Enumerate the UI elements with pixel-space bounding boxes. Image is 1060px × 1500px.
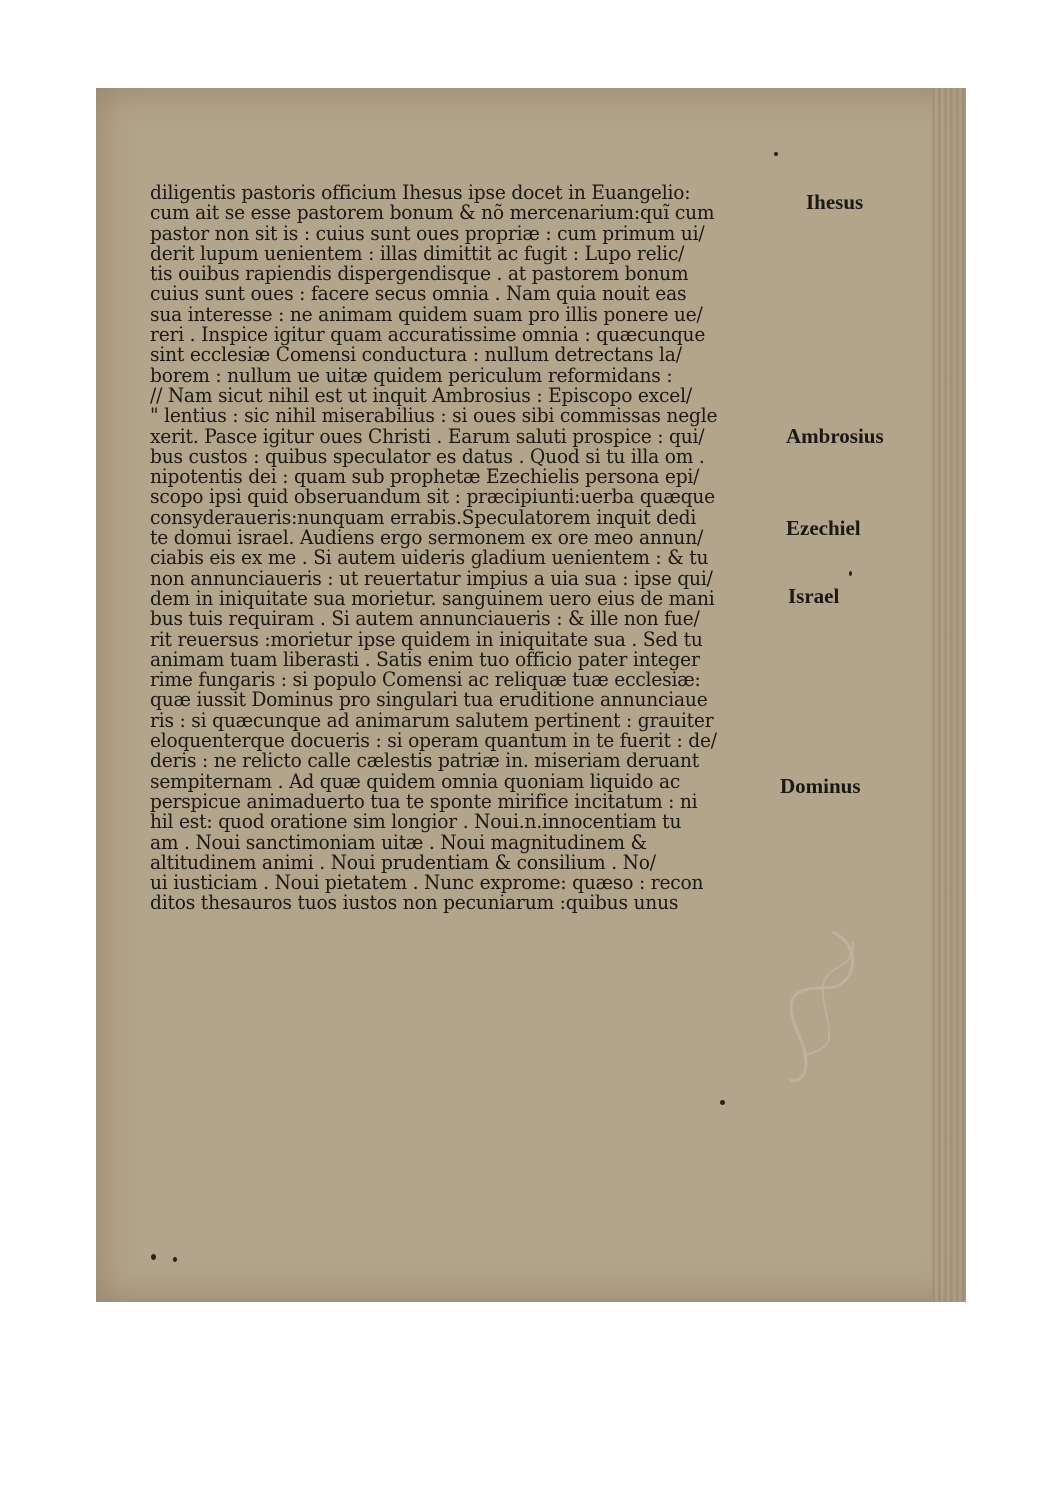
text-line: perspicue animaduerto tua te sponte mirifice incitatum : ni (150, 789, 698, 813)
text-line: " lentius : sic nihil miserabilius : si oues sibi commissas negle (150, 404, 718, 428)
margin-note-israel: Israel (788, 584, 840, 608)
text-line: hil est: quod oratione sim longior . Noui.n.innocentiam tu (150, 810, 682, 834)
text-line: borem : nullum ue uitæ quidem periculum reformidans : (150, 363, 673, 387)
text-line: diligentis pastoris officium Ihesus ipse docet in Euangelio: (150, 181, 691, 204)
text-line: quæ iussit Dominus pro singulari tua eruditione annunciaue (150, 688, 708, 712)
text-line: ris : si quæcunque ad animarum salutem pertinent : grauiter (150, 708, 714, 732)
text-line: animam tuam liberasti . Satis enim tuo officio pater integer (150, 647, 700, 671)
text-line: sempiternam . Ad quæ quidem omnia quoniam liquido ac (150, 769, 681, 793)
text-line: tis ouibus rapiendis dispergendisque . at pastorem bonum (150, 262, 689, 286)
text-line: rit reuersus :morietur ipse quidem in iniquitate sua . Sed tu (150, 627, 703, 651)
text-line: ditos thesauros tuos iustos non pecuniarum :quibus unus (150, 891, 679, 915)
text-line: derit lupum uenientem : illas dimittit ac fugit : Lupo relic/ (150, 241, 685, 265)
text-line: deris : ne relicto calle cælestis patriæ in. miseriam deruant (150, 749, 700, 773)
ink-spot (173, 1257, 177, 1262)
margin-note-ezechiel: Ezechiel (786, 516, 861, 540)
text-line: am . Noui sanctimoniam uitæ . Noui magnitudinem & (150, 830, 647, 854)
text-line: te domui israel. Audiens ergo sermonem ex ore meo annun/ (150, 526, 704, 550)
text-line: nipotentis dei : quam sub prophetæ Ezechielis persona epi/ (150, 465, 700, 489)
text-line: bus custos : quibus speculator es datus . Quod si tu illa om . (150, 444, 705, 468)
text-line: eloquenterque docueris : si operam quantum in te fuerit : de/ (150, 729, 717, 753)
text-line: pastor non sit is : cuius sunt oues propriæ : cum primum ui/ (150, 221, 705, 245)
text-line: sua interesse : ne animam quidem suam pro illis ponere ue/ (150, 302, 703, 326)
main-text-block (150, 183, 800, 914)
text-line: cuius sunt oues : facere secus omnia . Nam quia nouit eas (150, 282, 687, 306)
text-line: ui iusticiam . Noui pietatem . Nunc exprome: quæso : recon (150, 871, 704, 895)
text-line: rime fungaris : si populo Comensi ac reliquæ tuæ ecclesiæ: (150, 668, 701, 692)
text-line: reri . Inspice igitur quam accuratissime omnia : quæcunque (150, 323, 706, 347)
text-line: dem in iniquitate sua morietur. sanguinem uero eius de mani (150, 586, 715, 610)
text-line: scopo ipsi quid obseruandum sit : præcipiunti:uerba quæque (150, 485, 715, 509)
text-line: xerit. Pasce igitur oues Christi . Earum saluti prospice : qui/ (150, 424, 705, 448)
ink-spot (774, 152, 778, 156)
margin-note-ambrosius: Ambrosius (786, 424, 884, 448)
ink-spot (151, 1254, 156, 1260)
text-line: consyderaueris:nunquam errabis.Speculatorem inquit dedi (150, 505, 697, 529)
page-edge-shadow (932, 88, 966, 1302)
text-line: altitudinem animi . Noui prudentiam & consilium . No/ (150, 850, 656, 874)
margin-note-ihesus: Ihesus (806, 190, 864, 214)
text-line: cum ait se esse pastorem bonum & nõ mercenarium:quĩ cum (150, 201, 715, 225)
text-line: sint ecclesiæ Comensi conductura : nullum detrectans la/ (150, 343, 682, 367)
text-line: bus tuis requiram . Si autem annunciaueris : & ille non fue/ (150, 607, 700, 631)
margin-note-dominus: Dominus (780, 774, 861, 798)
text-line: // Nam sicut nihil est ut inquit Ambrosius : Episcopo excel/ (150, 383, 692, 407)
text-line: non annunciaueris : ut reuertatur impius a uia sua : ipse qui/ (150, 566, 713, 590)
ink-spot (720, 1100, 725, 1105)
ink-spot (849, 571, 852, 576)
text-line: ciabis eis ex me . Si autem uideris gladium uenientem : & tu (150, 546, 709, 570)
